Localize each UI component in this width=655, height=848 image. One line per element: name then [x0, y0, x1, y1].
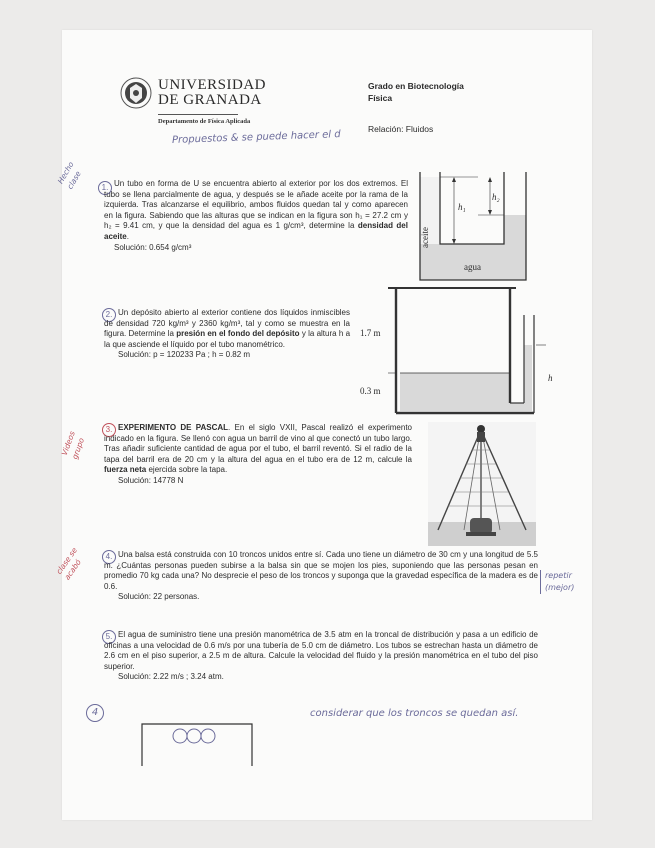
problem-5-solution: Solución: 2.22 m/s ; 3.24 atm.: [118, 672, 224, 682]
problem-1-solution: Solución: 0.654 g/cm³: [114, 242, 192, 252]
utube-label-water: agua: [464, 262, 481, 272]
tank-label-bottom: 0.3 m: [360, 386, 381, 396]
problem-3-number: 3.: [102, 423, 116, 437]
problem-5-number: 5.: [102, 630, 116, 644]
problem-1-number: 1.: [98, 181, 112, 195]
university-name: UNIVERSIDAD DE GRANADA: [158, 77, 266, 108]
problem-2-solution: Solución: p = 120233 Pa ; h = 0.82 m: [118, 350, 251, 360]
document-page: [54, 30, 592, 820]
problem-1-text: Un tubo en forma de U se encuentra abierto al exterior por los dos extremos. El tubo se llena parcialmente de agua, y después se le añade aceite por la rama de la izquierda. Tras alcanzarse el equilibrio, ambos fluidos quedan tal y como aparecen en la figura. Sabiendo que las alturas que se indican en la figura son h₁ = 27.2 cm y h₂ = 9.41 cm, y que la densidad del agua es 1 g/cm³, determine la densidad del aceite. Solución: 0.654 g/cm³: [104, 179, 408, 252]
tank-label-h: h: [548, 373, 553, 383]
utube-label-h2: h₂: [492, 192, 500, 202]
utube-label-oil: aceite: [420, 227, 430, 248]
problem-3-solution: Solución: 14778 N: [118, 475, 184, 485]
handwritten-margin-note-1: Hecho clase: [55, 160, 83, 191]
handwritten-margin-note-4: clase se acabó: [54, 545, 83, 582]
department-name: Departamento de Física Aplicada: [158, 118, 251, 125]
handwritten-top-note: Propuestos & se puede hacer el d: [171, 129, 341, 146]
tank-figure: [388, 285, 548, 425]
raft-sketch: [138, 718, 256, 768]
header-rule: [158, 114, 238, 115]
utube-label-h1: h₁: [458, 202, 466, 212]
handwritten-margin-note-3: Videos grupo: [59, 429, 87, 461]
problem-5-text: El agua de suministro tiene una presión manométrica de 3.5 atm en la troncal de distribución y pasa a un edificio de oficinas a una velocidad de 0.6 m/s por una tubería de 5.0 cm de diámetro. Los tubos se estrechan hasta un diámetro de 2.6 cm en el piso superior, a 2.5 m de altura. Calcule la velocidad del fluido y la presión manométrica en el tubo del piso superior. Solución: 2.22 m/s ; 3.24 atm.: [104, 630, 538, 682]
handwritten-number-4: 4: [86, 704, 104, 722]
problem-4-number: 4.: [102, 550, 116, 564]
university-crest-icon: [120, 74, 152, 112]
problem-4-solution: Solución: 22 personas.: [118, 592, 200, 602]
problem-2-text: Un depósito abierto al exterior contiene dos líquidos inmiscibles de densidad 720 kg/m³ y 2360 kg/m³, tal y como se muestra en la figura. Determine la presión en el fondo del depósito y la altura h a la que asciende el líquido por el tubo manométrico. Solución: p = 120233 Pa ; h = 0.82 m: [104, 308, 351, 360]
pascal-barrel-figure: [428, 422, 536, 546]
problem-3-text: EXPERIMENTO DE PASCAL. En el siglo VXII, Pascal realizó el experimento indicado en la figura. Se llenó con agua un barril de vino al que conectó un tubo largo. Tras añadir suficiente cantidad de agua por el tubo, el barril reventó. Si el radio de la tapa del barril era de 20 cm y la altura del agua en el tubo era de 12 m, calcule la fuerza neta ejercida sobre la tapa. Solución: 14778 N: [104, 423, 412, 485]
problem-2-number: 2.: [102, 308, 116, 322]
handwritten-bottom-note: considerar que los troncos se quedan así.: [310, 708, 519, 719]
tank-label-top: 1.7 m: [360, 328, 381, 338]
handwritten-right-note-4: repetir (mejor): [540, 570, 591, 594]
degree-info: Grado en Biotecnología Física: [368, 81, 464, 103]
relation-title: Relación: Fluidos: [368, 124, 434, 134]
problem-4-text: Una balsa está construida con 10 troncos unidos entre sí. Cada uno tiene un diámetro de 30 cm y una longitud de 5.5 m. ¿Cuántas personas pueden subirse a la balsa sin que se mojen los pies, suponiendo que las personas pesan en promedio 70 kg cada una? No desprecie el peso de los troncos y suponga que la gravedad específica de la madera es de 0.6. Solución: 22 personas.: [104, 550, 538, 602]
